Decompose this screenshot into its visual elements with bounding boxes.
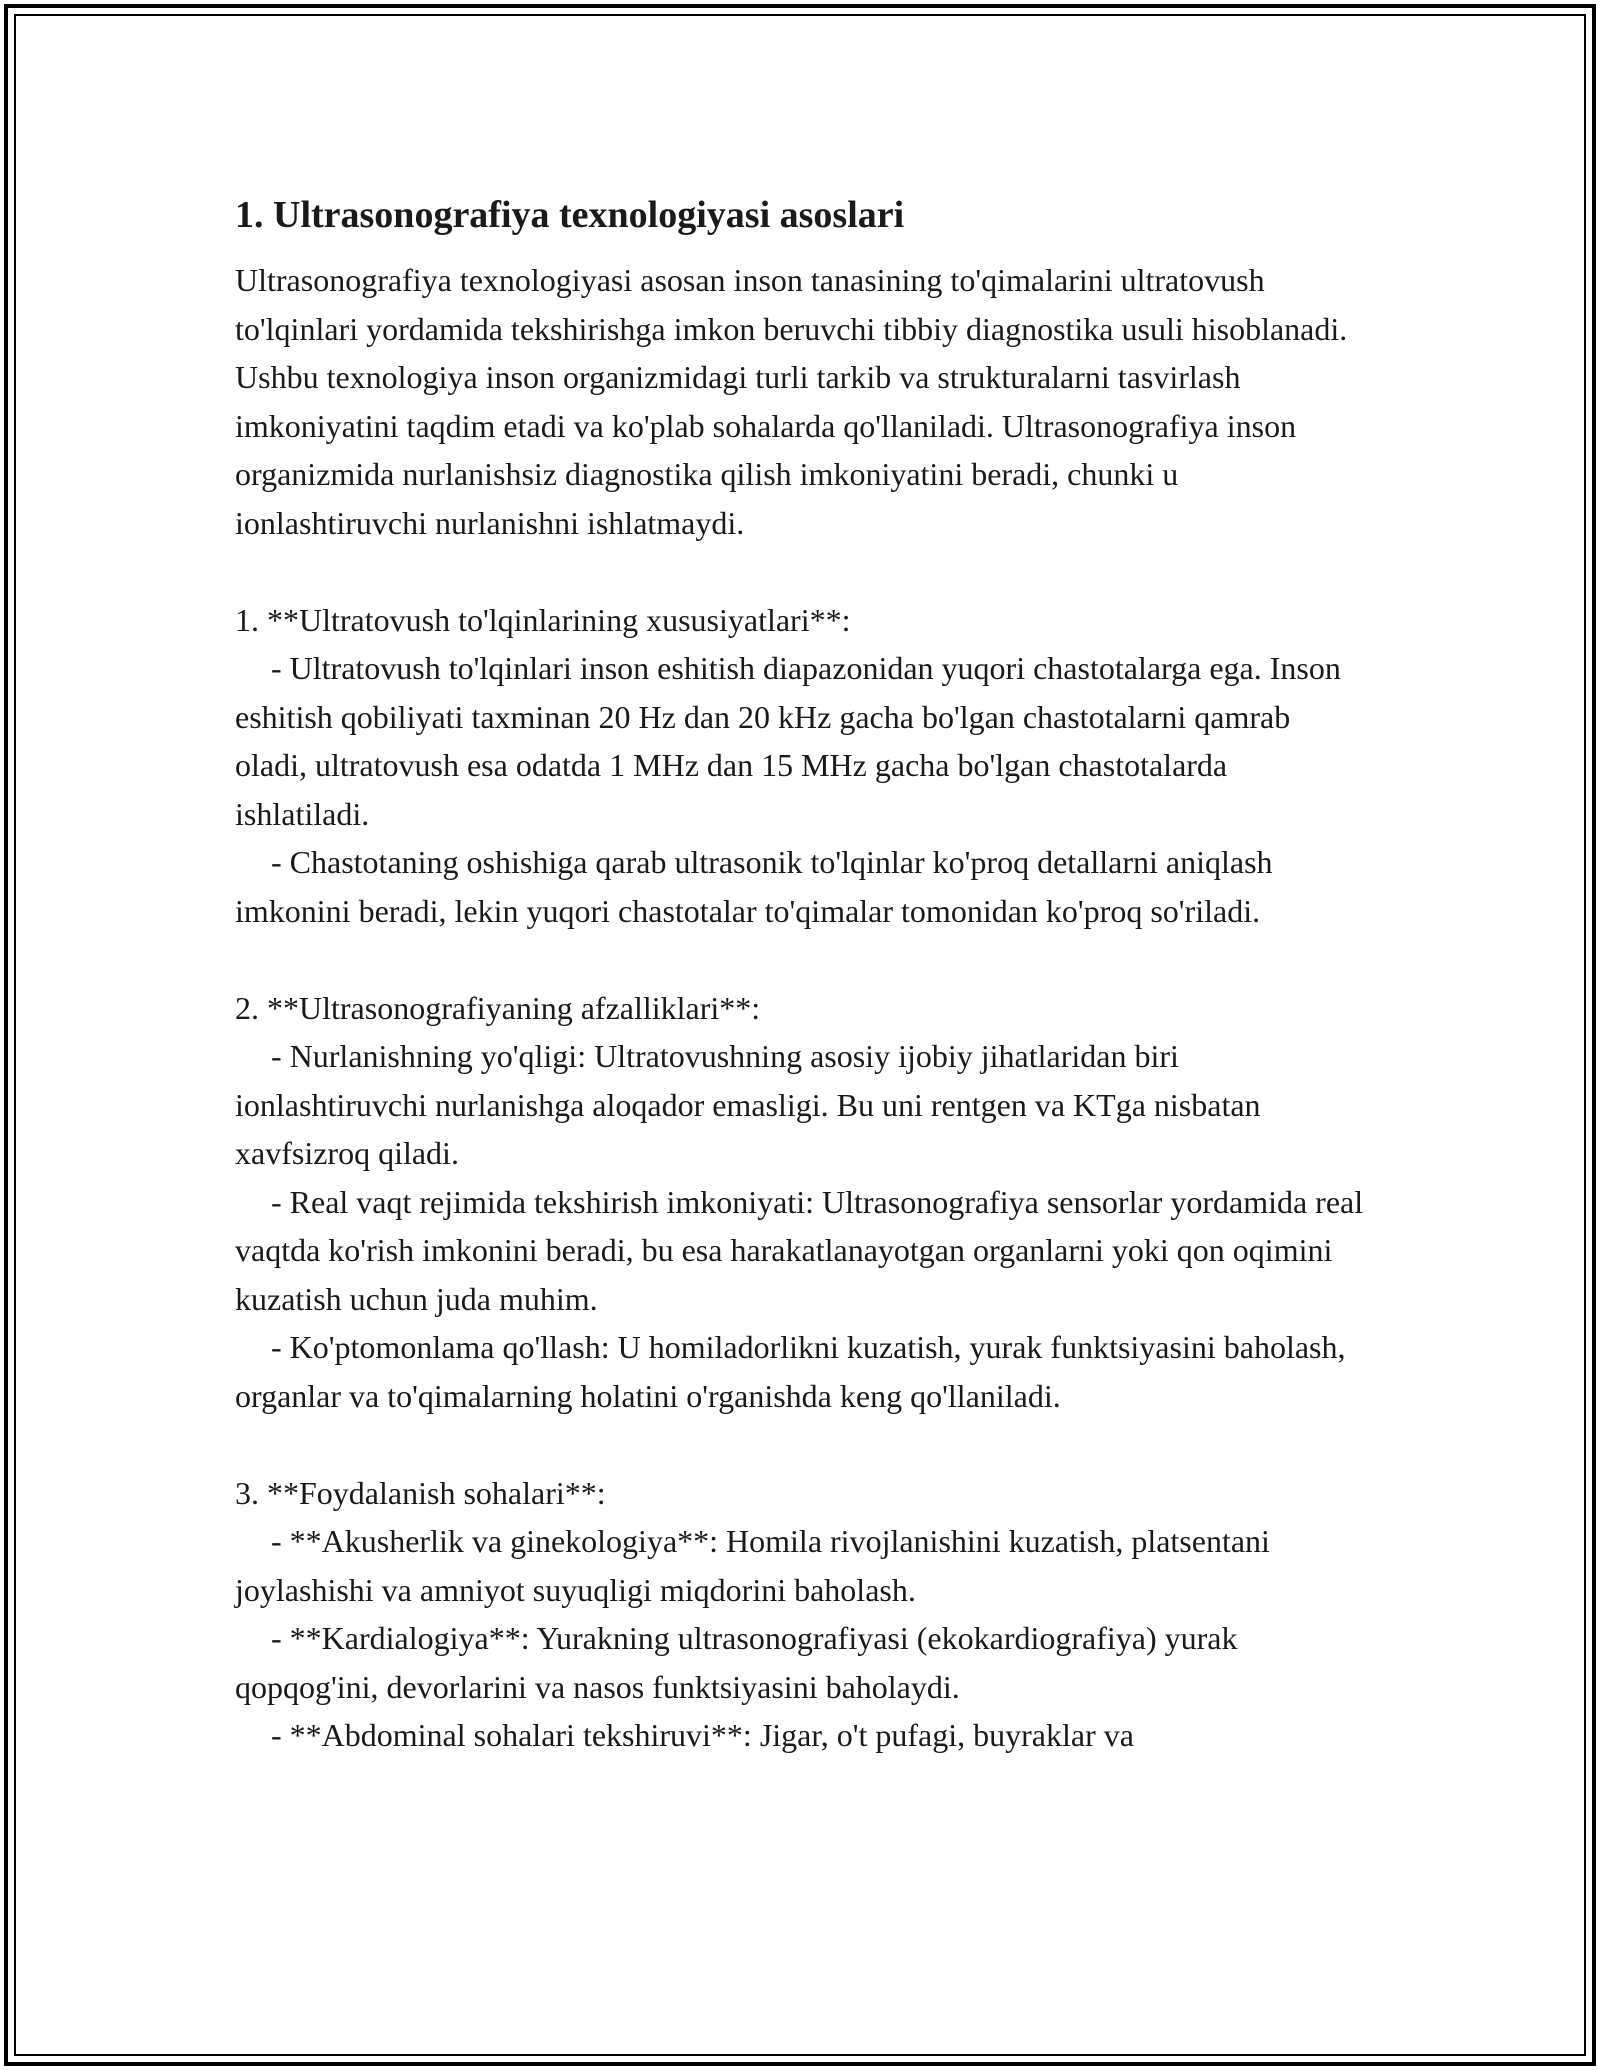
list-item: - **Abdominal sohalari tekshiruvi**: Jigar, o't pufagi, buyraklar va — [271, 1717, 1134, 1753]
spacer — [235, 1420, 1365, 1469]
list-item: - **Akusherlik va ginekologiya**: Homila rivojlanishini kuzatish, platsentani joylashishi va amniyot suyuqligi miqdorini baholash. — [235, 1523, 1270, 1608]
list-section-2 — [235, 984, 1365, 1421]
list-section-title: 3. **Foydalanish sohalari**: — [235, 1474, 606, 1511]
spacer — [235, 935, 1365, 984]
intro-paragraph: Ultrasonografiya texnologiyasi asosan inson tanasining to'qimalarini ultratovush to'lqinlari yordamida tekshirishga imkon beruvchi tibbiy diagnostika usuli hisoblanadi. Ushbu texnologiya inson organizmidagi turli tarkib va strukturalarni tasvirlash imkoniyatini taqdim etadi va ko'plab sohalarda qo'llaniladi. Ultrasonografiya inson organizmida nurlanishsiz diagnostika qilish imkoniyatini beradi, chunki u ionlashtiruvchi nurlanishni ishlatmaydi. — [235, 262, 1348, 541]
spacer — [235, 547, 1365, 596]
list-section-1 — [235, 596, 1365, 936]
list-section-title: 2. **Ultrasonografiyaning afzalliklari**: — [235, 989, 761, 1026]
list-section-title: 1. **Ultratovush to'lqinlarining xususiyatlari**: — [235, 601, 851, 638]
list-item: - Chastotaning oshishiga qarab ultrasonik to'lqinlar ko'proq detallarni aniqlash imkonini beradi, lekin yuqori chastotalar to'qimalar tomonidan ko'proq so'riladi. — [235, 844, 1273, 929]
list-item: - Real vaqt rejimida tekshirish imkoniyati: Ultrasonografiya sensorlar yordamida real vaqtda ko'rish imkonini beradi, bu esa harakatlanayotgan organlarni yoki qon oqimini kuzatish uchun juda muhim. — [235, 1183, 1364, 1317]
list-section-3 — [235, 1469, 1365, 1760]
list-item: - **Kardialogiya**: Yurakning ultrasonografiyasi (ekokardiografiya) yurak qopqog'ini, devorlarini va nasos funktsiyasini baholaydi. — [235, 1620, 1238, 1705]
document-body — [235, 186, 1365, 1760]
list-item: - Nurlanishning yo'qligi: Ultratovushning asosiy ijobiy jihatlaridan biri ionlashtiruvchi nurlanishga aloqador emasligi. Bu uni rentgen va KTga nisbatan xavfsizroq qiladi. — [235, 1038, 1261, 1171]
list-item: - Ko'ptomonlama qo'llash: U homiladorlikni kuzatish, yurak funktsiyasini baholash, organlar va to'qimalarning holatini o'rganishda keng qo'llaniladi. — [235, 1329, 1346, 1414]
section-heading: 1. Ultrasonografiya texnologiyasi asoslari — [235, 194, 905, 236]
list-item: - Ultratovush to'lqinlari inson eshitish diapazonidan yuqori chastotalarga ega. Inson eshitish qobiliyati taxminan 20 Hz dan 20 kHz gacha bo'lgan chastotalarni qamrab oladi, ultratovush esa odatda 1 MHz dan 15 MHz gacha bo'lgan chastotalarda ishlatiladi. — [235, 650, 1341, 832]
